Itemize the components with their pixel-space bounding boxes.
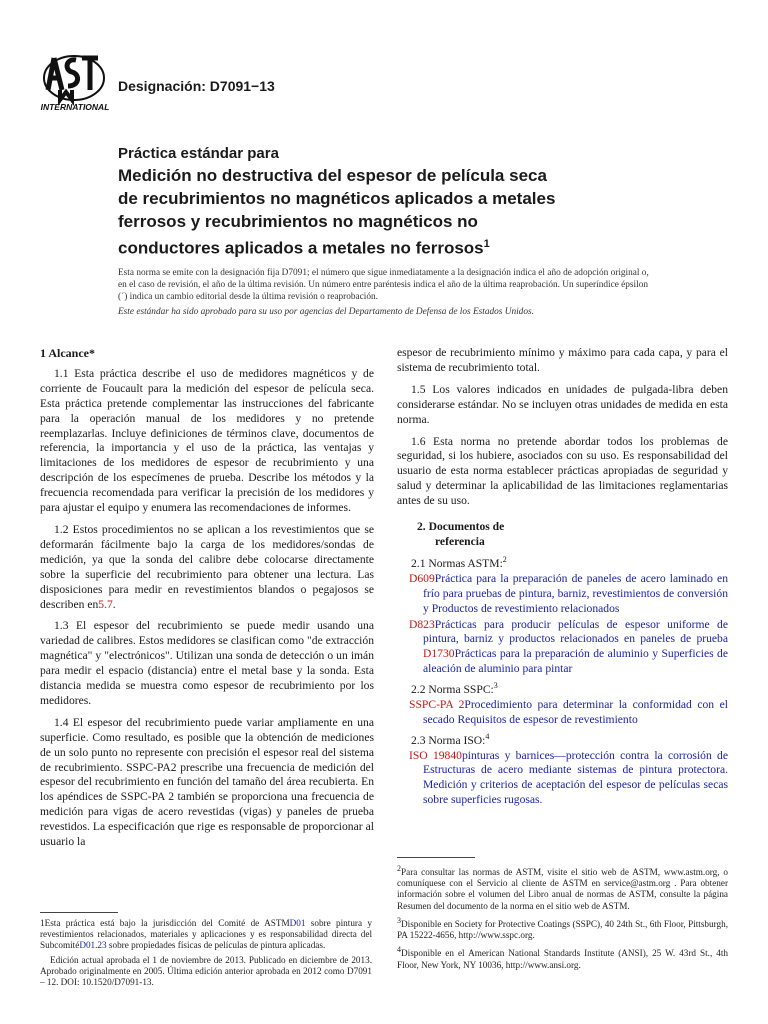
footnote-3-text: Disponible en Society for Protective Coatings (SSPC), 40 24th St., 6th Floor, Pittsburgh, PA 15222-4656, http://www.sspc.org.: [397, 918, 728, 941]
d1730-link[interactable]: D1730: [423, 647, 455, 661]
paragraph-1-2-end: .: [112, 597, 116, 611]
footnote-1: [40, 918, 372, 952]
paragraph-1-5: 1.5 Los valores indicados en unidades de pulgada-libra deben considerarse estándar. No se incluyen otras unidades de medida en esta norma.: [397, 382, 728, 426]
footnote-divider: [397, 857, 475, 858]
paragraph-1-4-continued: espesor de recubrimiento mínimo y máximo para cada capa, y para el sistema de recubrimiento total.: [397, 346, 728, 374]
footnote-mark: 2: [397, 864, 401, 873]
footnote-1-text: sobre pintura y revestimientos relacionados, materiales y aplicaciones y es responsabilidad directa del Subcomité: [40, 918, 372, 951]
iso-standard-label: 2.3 Norma ISO:: [411, 733, 486, 747]
left-column: [40, 346, 374, 857]
subcommittee-d01-23-link[interactable]: D01.23: [79, 940, 107, 951]
footnotes-left: [40, 918, 372, 991]
title-line-text: conductores aplicados a metales no ferrosos: [118, 238, 484, 258]
iso-standard-heading: [411, 730, 728, 749]
iso-19840-title-link[interactable]: pinturas y barnices—protección contra la corrosión de Estructuras de acero mediante sistemas de pintura protectora. Medición y criterios de aceptación del espesor de películas secas sobre superficies rugosas.: [423, 748, 728, 807]
reference-sspc-pa2: [397, 698, 728, 728]
footnote-4-text: Disponible en el American National Standards Institute (ANSI), 25 W. 43rd St., 4th Floor, New York, NY 10036, http://www.ansi.org.: [397, 948, 728, 970]
footnote-2-text: Para consultar las normas de ASTM, visite el sitio web de ASTM, www.astm.org, o comuníquese con el Servicio al cliente de ASTM en service@astm.org . Para obtener información sobre el volumen del Libro anual de normas de ASTM, consulte la página Resumen del documento de la norma en el sitio web de ASTM.: [397, 867, 728, 911]
logo-wordmark: INTERNATIONAL: [40, 102, 110, 112]
footnote-2: [397, 863, 728, 912]
sspc-pa2-title-link[interactable]: Procedimiento para determinar la conformidad con el secado Requisitos de espesor de revestimiento: [423, 697, 728, 726]
right-column: [397, 346, 728, 809]
section-5-7-link[interactable]: 5.7: [98, 597, 113, 611]
title-line: Medición no destructiva del espesor de película seca: [118, 166, 547, 185]
section-2-heading: [417, 519, 728, 549]
footnote-3: [397, 915, 728, 941]
sspc-pa2-link[interactable]: SSPC-PA 2: [409, 697, 465, 711]
astm-logo-icon: [40, 50, 110, 116]
footnote-1-text: sobre propiedades físicas de películas de pintura aplicadas.: [106, 940, 326, 951]
footnote-mark: 2: [502, 555, 507, 565]
paragraph-1-1: 1.1 Esta práctica describe el uso de medidores magnéticos y de corriente de Foucault para la medición del espesor de película seca. Esta práctica pretende complementar las instrucciones del fabricante para la operación manual de los medidores y no pretende reemplazarlas. Incluye definiciones de términos clave, documentos de referencia, la importancia y el uso de la práctica, las ventajas y limitaciones de los medidores de espesor de recubrimiento y una descripción de los especímenes de prueba. Describe los métodos y la frecuencia recomendada para verificar la precisión de los medidores y para ajustar el equipo y enumera las recomendaciones de informes.: [40, 366, 374, 515]
paragraph-1-3: 1.3 El espesor del recubrimiento se puede medir usando una variedad de calibres. Estos medidores se clasifican como "de extracción magnética" y "electrónicos". Utilizan una sonda de detección o un imán para medir el espacio (distancia) entre el metal base y la sonda. Esta distancia medida se muestra como espesor de recubrimiento por los medidores.: [40, 619, 374, 707]
paragraph-1-6: 1.6 Esta norma no pretende abordar todos los problemas de seguridad, si los hubiere, asociados con su uso. Es responsabilidad del usuario de esta norma establecer prácticas apropiadas de seguridad y salud y determinar la aplicabilidad de las limitaciones reglamentarias antes de su uso.: [397, 434, 728, 508]
paragraph-1-2-text: 1.2 Estos procedimientos no se aplican a los revestimientos que se deformarán fácilmente bajo la carga de los medidores/sondas de medición, ya que la sonda del calibre debe colocarse directamente sobre la superficie del recubrimiento para obtener una lectura. Las disposiciones para medir en revestimientos blandos o pegajosos se describen en: [40, 522, 374, 611]
astm-standards-label: 2.1 Normas ASTM:: [411, 556, 503, 570]
title-line: [118, 233, 718, 260]
designation: Designación: D7091−13: [118, 78, 275, 94]
title-line: ferrosos y recubrimientos no magnéticos no: [118, 212, 478, 231]
footnotes-right: [397, 863, 728, 974]
reference-iso-19840: [397, 749, 728, 809]
astm-standards-heading: [411, 553, 728, 572]
d609-link[interactable]: D609: [409, 571, 435, 585]
committee-d01-link[interactable]: D01: [289, 918, 306, 928]
approval-note: Este estándar ha sido aprobado para su uso por agencias del Departamento de Defensa de los Estados Unidos.: [118, 307, 534, 317]
sspc-standard-heading: [411, 679, 728, 698]
footnote-mark: 4: [397, 945, 401, 955]
reference-d823: [397, 618, 728, 678]
footnote-mark: 3: [397, 915, 401, 925]
title-lead: Práctica estándar para: [118, 145, 279, 162]
document-title: [118, 145, 718, 260]
reference-d609: [397, 572, 728, 617]
d609-title-link[interactable]: Práctica para la preparación de paneles de acero laminado en frío para pruebas de pintura, barniz, revestimientos de conversión y Productos de revestimiento relacionados: [423, 571, 728, 615]
footnote-edition: Edición actual aprobada el 1 de noviembre de 2013. Publicado en diciembre de 2013. Aprobado originalmente en 2005. Última edición anterior aprobada en 2012 como D7091 – 12. DOI: 10.1520/D7091-13.: [40, 954, 372, 988]
footnote-divider: [40, 912, 118, 913]
d823-link[interactable]: D823: [409, 617, 435, 631]
d823-title-link[interactable]: Prácticas para producir películas de espesor uniforme de pintura, barniz y productos relacionados en paneles de prueba: [423, 617, 728, 646]
footnote-4: [397, 944, 728, 970]
iso-19840-link[interactable]: ISO 19840: [409, 748, 462, 762]
paragraph-1-2: [40, 523, 374, 612]
intro-note: Esta norma se emite con la designación fija D7091; el número que sigue inmediatamente a la designación indica el año de adopción original o, en el caso de revisión, el año de la última revisión. Un número entre paréntesis indica el año de la última reaprobación. Un superíndice épsilon (´) indica un cambio editorial desde la última revisión o reaprobación.: [118, 268, 649, 303]
section-1-heading: 1 Alcance*: [40, 346, 95, 360]
title-footnote-mark: 1: [483, 238, 490, 250]
section-2-heading-line: referencia: [435, 535, 485, 549]
sspc-standard-label: 2.2 Norma SSPC:: [411, 683, 494, 697]
paragraph-1-4: 1.4 El espesor del recubrimiento puede variar ampliamente en una superficie. Como resultado, es posible que la obtención de mediciones de un solo punto no represente con precisión el espesor real del sistema de recubrimiento. SSPC-PA2 prescribe una frecuencia de medición del espesor del recubrimiento en función del tamaño del área recubierta. En los apéndices de SSPC-PA 2 también se proporciona una frecuencia de medición para vigas de acero revestidas (vigas) y paneles de prueba revestidos. La especificación que rige es responsable de proporcionar al usuario la: [40, 715, 374, 849]
footnote-mark: 3: [493, 681, 498, 691]
footnote-mark: 4: [485, 731, 490, 741]
section-2-heading-line: 2. Documentos de: [417, 520, 505, 534]
footnote-1-text: 1Esta práctica está bajo la jurisdicción del Comité de ASTM: [40, 918, 290, 928]
title-line: de recubrimientos no magnéticos aplicados a metales: [118, 189, 556, 208]
d1730-title-link[interactable]: Prácticas para la preparación de aluminio y Superficies de aleación de aluminio para pintar: [423, 647, 728, 676]
